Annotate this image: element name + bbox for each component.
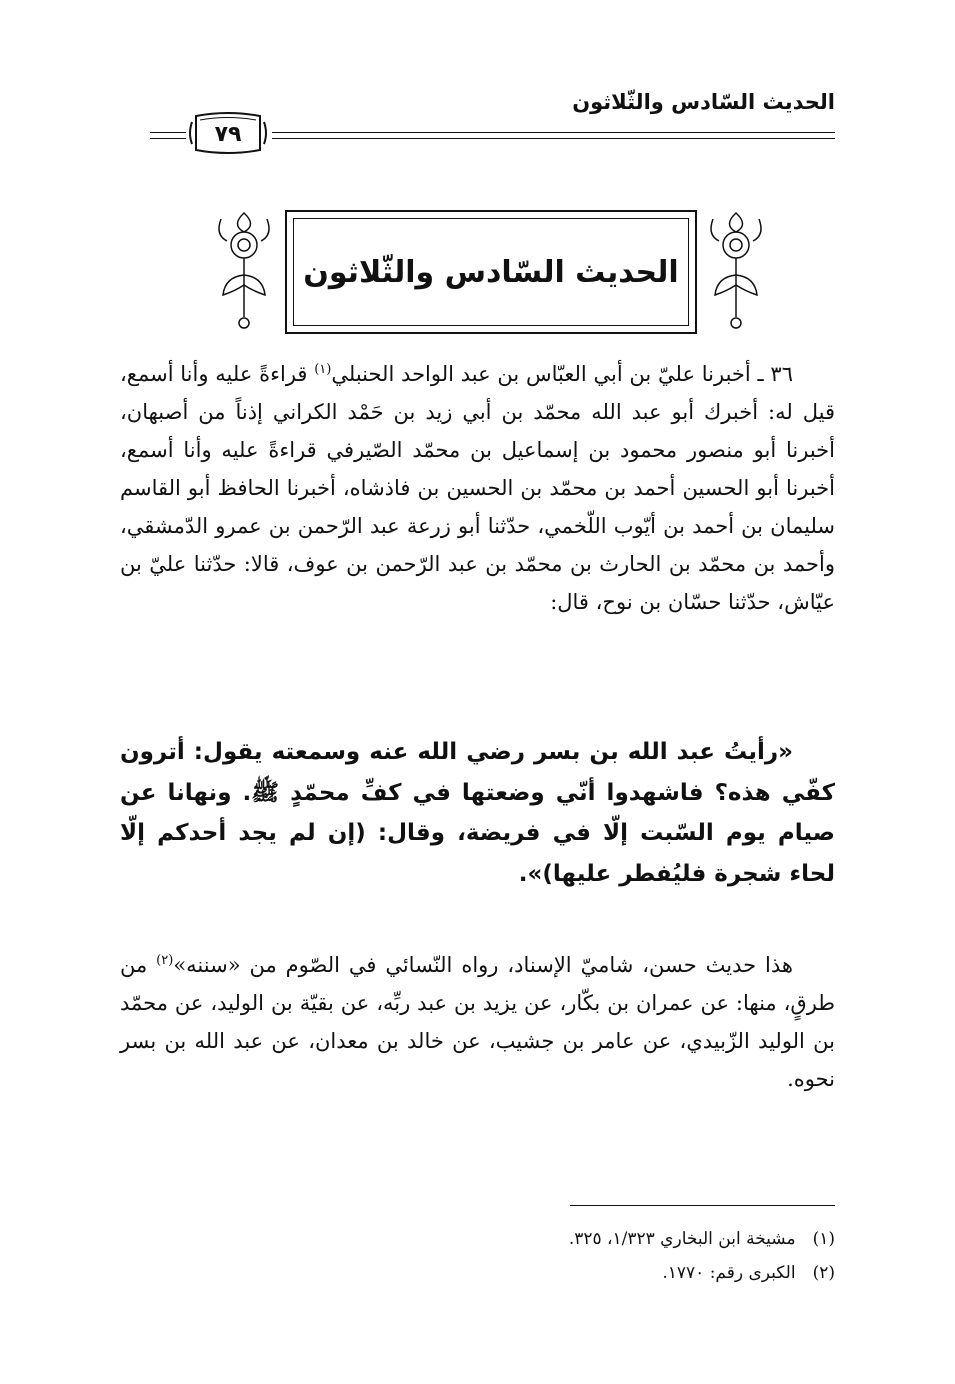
- footnote-ref-1: (١): [314, 362, 332, 377]
- matn-text: «رأيتُ عبد الله بن بسر رضي الله عنه وسمعته يقول: أترون كفّي هذه؟ فاشهدوا أنّي وضعتها في كفِّ محمّدٍ ﷺ. ونهانا عن صيام يوم السّبت إلّا في فريضة، وقال: (إن لم يجد أحدكم إلّا لحاء شجرة فليُفطر عليها)».: [120, 739, 835, 887]
- footnote-ref-2: (٢): [156, 953, 174, 968]
- commentary-text: هذا حديث حسن، شاميّ الإسناد، رواه النّسائي في الصّوم من «سننه»: [173, 953, 793, 977]
- hadith-matn: [120, 732, 835, 894]
- isnad-text: ٣٦ ـ أخبرنا عليّ بن أبي العبّاس بن عبد الواحد الحنبلي: [331, 362, 793, 386]
- hadith-title: الحديث السّادس والثّلاثون: [303, 254, 679, 290]
- footnote-number: (١): [812, 1229, 835, 1249]
- footnote-1: [569, 1222, 835, 1256]
- commentary-text-continued: من طرقٍ، منها: عن عمران بن بكّار، عن يزيد بن عبد ربِّه، عن بقيّة بن الوليد، عن محمّد بن الوليد الزّبيدي، عن عامر بن جشيب، عن خالد بن معدان، عن عبد الله بن بسر نحوه.: [120, 953, 835, 1091]
- isnad-text-continued: قراءةً عليه وأنا أسمع، قيل له: أخبرك أبو عبد الله محمّد بن أبي زيد بن حَمْد الكراني إذناً من أصبهان، أخبرنا أبو منصور محمود بن إسماعيل بن محمّد الصّيرفي قراءةً عليه وأنا أسمع، أخبرنا أبو الحسين أحمد بن محمّد بن الحسين بن فاذشاه، أخبرنا الحافظ أبو القاسم سليمان بن أحمد بن أيّوب اللّخمي، حدّثنا أبو زرعة عبد الرّحمن بن عمرو الدّمشقي، وأحمد بن محمّد بن الحارث بن محمّد بن عبد الرّحمن بن عوف، قالا: حدّثنا عليّ بن عيّاش، حدّثنا حسّان بن نوح، قال:: [120, 362, 835, 614]
- isnad-paragraph: [120, 355, 835, 621]
- page-number: ٧٩: [214, 122, 242, 147]
- hadith-title-box: [285, 210, 697, 334]
- footnote-2: [569, 1256, 835, 1290]
- footnote-text: الكبرى رقم: ١٧٧٠.: [662, 1263, 796, 1283]
- floral-ornament-icon: [213, 205, 275, 333]
- page-number-frame: [186, 110, 270, 156]
- footnote-text: مشيخة ابن البخاري ١/٣٢٣، ٣٢٥.: [568, 1229, 796, 1249]
- floral-ornament-icon: [705, 205, 767, 333]
- header-rule: [272, 132, 835, 139]
- commentary-paragraph: [120, 946, 835, 1098]
- hadith-title-frame: [293, 218, 689, 326]
- header-rule-left: [150, 132, 186, 139]
- footnote-number: (٢): [812, 1263, 835, 1283]
- running-title: الحديث السّادس والثّلاثون: [572, 90, 835, 114]
- footnote-separator: [570, 1205, 835, 1206]
- footnotes: [569, 1222, 835, 1290]
